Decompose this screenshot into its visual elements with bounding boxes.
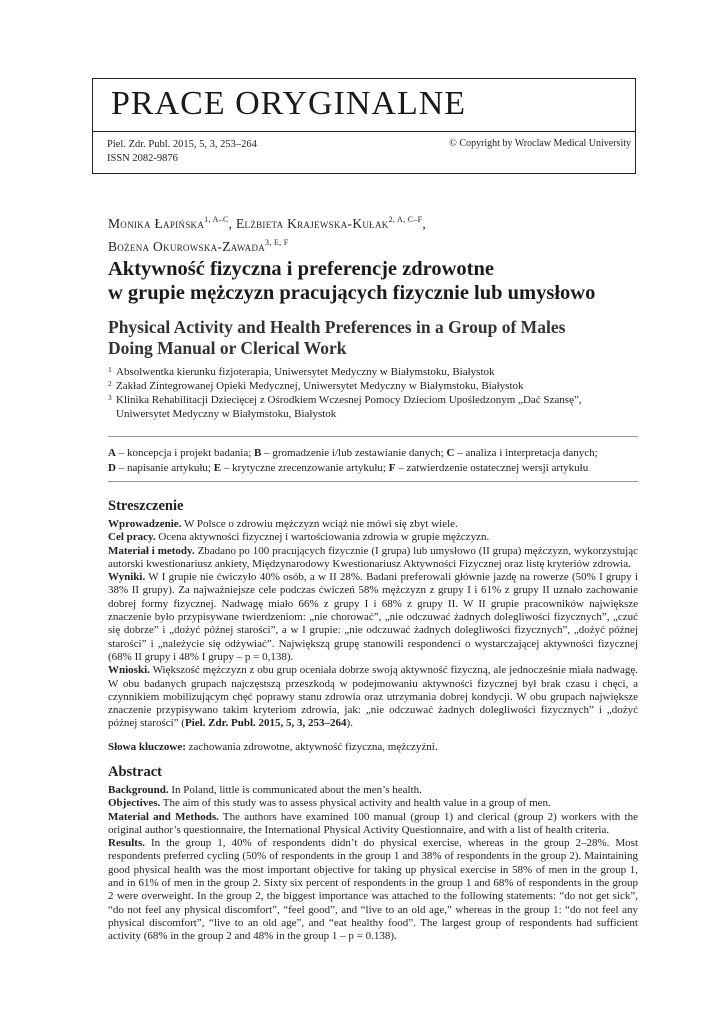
section-title-header: PRACE ORYGINALNE xyxy=(111,85,467,122)
abstract-body xyxy=(108,784,638,944)
title-line: w grupie mężczyzn pracujących fizycznie lub umysłowo xyxy=(108,282,596,304)
journal-header xyxy=(92,78,636,174)
divider xyxy=(108,436,638,437)
paragraph: Wyniki. W I grupie nie ćwiczyło 40% osób, a w II 28%. Badani preferowali głównie jazdę na rowerze (50% I grupy i 38% II grupy). Za najważniejsze cele podczas ćwiczeń 58% mężczyzn z grupy I i 61% z grupy II uznało zachowanie dobrej formy fizycznej. Nadwagę miało 66% z grupy I i 68% z grupy II. W II grupie pracowników największe znaczenie było przypisywane twierdzeniom: „nie chorować”, „nie odczuwać żadnych dolegliwości fizycznych”, „czuć się dobrze” i „dożyć późnej starości”, a w I grupie: „nie odczuwać żadnych dolegliwości fizycznych”, „dożyć późnej starości” i „należycie się odżywiać”. Największą grupę stanowili respondenci o wystarczającej aktywności fizycznej (68% II grupy i 48% I grupy – p = 0,138). xyxy=(108,571,638,663)
paragraph: Material and Methods. The authors have examined 100 manual (group 1) and clerical (group 2) workers with the original author’s questionnaire, the International Physical Activity Questionnaire, and with a list of health criteria. xyxy=(108,810,638,836)
article-title-english xyxy=(108,317,668,359)
streszczenie-body xyxy=(108,518,638,754)
author-contributions: A – koncepcja i projekt badania; B – gromadzenie i/lub zestawianie danych; C – analiza i interpretacja danych; D – napisanie artykułu; E – krytyczne zrecenzowanie artykułu; F – zatwierdzenie ostatecznej wersji artykułu xyxy=(108,447,598,474)
author-affiliation-sup: 2, A, C–F xyxy=(388,215,423,224)
author-name: Elżbieta Krajewska-Kułak xyxy=(235,216,389,231)
title-line: Physical Activity and Health Preferences in a Group of Males xyxy=(108,317,566,337)
abstract-heading: Abstract xyxy=(108,764,162,780)
paragraph: Objectives. The aim of this study was to assess physical activity and health value in a group of men. xyxy=(108,797,551,810)
affiliation-item: 1 Absolwentka kierunku fizjoterapia, Uniwersytet Medyczny w Białymstoku, Białystok xyxy=(108,365,495,378)
paragraph: Materiał i metody. Zbadano po 100 pracujących fizycznie (I grupa) lub umysłowo (II grupa) mężczyzn, wykorzystując autorski kwestionariusz ankiety, Międzynarodowy Kwestionariusz Aktywności Fizycznej oraz listę kryteriów zdrowia. xyxy=(108,544,638,570)
paragraph: Wnioski. Większość mężczyzn z obu grup oceniała dobrze swoją aktywność fizyczną, ale jednocześnie miała nadwagę. W obu badanych grupach najczęstszą przeszkodą w podejmowaniu aktywności fizycznej był brak czasu i chęci, a czynnikiem mobilizującym chęć poprawy stanu zdrowia oraz utrzymania dobrej kondycji. W obu grupach największe znaczenie przypisywano takim kryteriom zdrowia, jak: „nie odczuwać żadnych dolegliwości fizycznych” i „dożyć późnej starości” (Piel. Zdr. Publ. 2015, 5, 3, 253–264). xyxy=(108,664,638,730)
author-affiliation-sup: 3, E, F xyxy=(265,238,289,247)
paragraph: Background. In Poland, little is communicated about the men’s health. xyxy=(108,784,422,796)
author-name: Monika Łapińska xyxy=(108,216,205,231)
affiliations xyxy=(108,365,668,421)
copyright: © Copyright by Wroclaw Medical University xyxy=(449,138,631,149)
paragraph: Cel pracy. Ocena aktywności fizycznej i wartościowania zdrowia w grupie mężczyzn. xyxy=(108,531,490,544)
author-list: Monika Łapińska$^{1, A-C}$, Elżbieta Krajewska-Kułak$^{2, A, C-F}$, Bożena Okurowska-Zawada$^{3, E, F}$ xyxy=(108,215,427,254)
title-line: Aktywność fizyczna i preferencje zdrowotne xyxy=(108,258,494,280)
affiliation-item: 3 Klinika Rehabilitacji Dziecięcej z Ośrodkiem Wczesnej Pomocy Dzieciom Upośledzonym „Dać Szansę”, Uniwersytet Medyczny w Białymstoku, Białystok xyxy=(108,393,582,420)
author-name: Bożena Okurowska-Zawada xyxy=(108,239,266,254)
citation: Piel. Zdr. Publ. 2015, 5, 3, 253–264 xyxy=(107,139,257,150)
keywords: Słowa kluczowe: zachowania zdrowotne, aktywność fizyczna, mężczyźni. xyxy=(108,740,438,753)
affiliation-item: 2 Zakład Zintegrowanej Opieki Medycznej, Uniwersytet Medyczny w Białymstoku, Białystok xyxy=(108,379,524,392)
paragraph: Results. In the group 1, 40% of respondents didn’t do physical exercise, whereas in the group 2–28%. Most respondents preferred cycling (50% of respondents in the group 1 and 38% of respondents in the group 2). Maintaining good physical health was the most important objective for taking up physical exercise in 58% of men in the group 1, and in 61% of men in the group 2. Sixty six percent of respondents in the group 1 and 68% of respondents in the group 2 were overweight. In the group 2, the biggest importance was attached to the following statements: “do not get sick”, “do not feel any physical discomfort”, “feel good”, and “live to an old age,” whereas in the group 1: “do not feel any physical discomfort”, “live to an old age”, and “eat healthy food”. The largest group of respondents had sufficient activity (68% in the group 2 and 48% in the group 1 – p = 0.138). xyxy=(108,837,638,943)
issn: ISSN 2082-9876 xyxy=(107,153,178,164)
author-affiliation-sup: 1, A–C xyxy=(204,215,229,224)
citation-block xyxy=(107,138,257,166)
paragraph: Wprowadzenie. W Polsce o zdrowiu mężczyzn wciąż nie mówi się zbyt wiele. xyxy=(108,518,458,530)
streszczenie-heading: Streszczenie xyxy=(108,498,184,514)
title-line: Doing Manual or Clerical Work xyxy=(108,338,347,358)
header-divider xyxy=(93,131,635,132)
article-title-polish xyxy=(108,257,668,305)
divider xyxy=(108,481,638,482)
